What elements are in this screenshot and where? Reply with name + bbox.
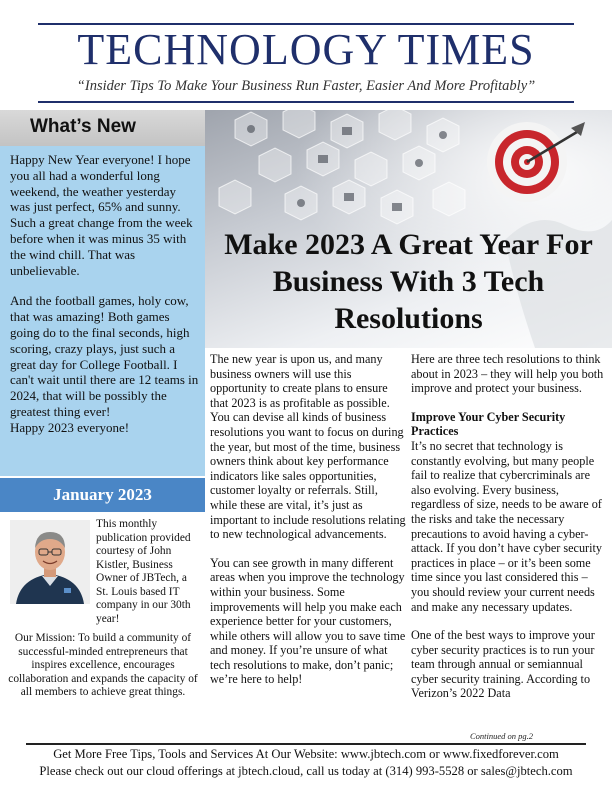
newsletter-tagline: “Insider Tips To Make Your Business Run Faster, Easier And More Profitably” [76,78,536,94]
whats-new-body [0,146,205,476]
footer-website-line: Get More Free Tips, Tools and Services At Our Website: www.jbtech.com or www.fixedforever.com [53,747,559,761]
article-column-right [411,352,607,715]
article-paragraph: One of the best ways to improve your cyber security practices is to run your team through annual or semiannual cyber security training. According to Verizon’s 2022 Data [411,628,595,701]
author-blurb: This monthly publication provided courtesy of John Kistler, Business Owner of JBTech, a St. Louis based IT company in our 30th year! [96,518,191,625]
masthead [0,0,612,108]
author-photo [10,520,90,604]
article-intro: Here are three tech resolutions to think about in 2023 – they will help you both improve and protect your business. [411,352,604,396]
issue-month: January 2023 [53,485,152,504]
article-paragraph: You can see growth in many different areas when you improve the technology within your business. Some improvements will help you make each experience better for your customers, while others will allow you to save time and money. If you’re unsure of what tech resolutions to make, don’t panic; we’re here to help! [210,555,406,687]
month-banner [0,478,205,512]
continued-note: Continued on pg.2 [470,731,534,741]
footer-rule [26,743,586,745]
whats-new-paragraph: And the football games, holy cow, that was amazing! Both games going do to the final seconds, high scoring, crazy plays, just such a great day for College Football. I can't wait until there are 12 teams in 2024, that will be possibly the greatest thing ever! [10,293,199,419]
footer-contact-line: Please check out our cloud offerings at jbtech.cloud, call us today at (314) 993-5528 or sales@jbtech.com [39,764,573,778]
author-portrait-icon [10,520,90,604]
article-paragraph: It’s no secret that technology is constantly evolving, but many people fail to realize that cybercriminals are also evolving. Every business, regardless of size, needs to be aware of the risks and take the necessary precautions to avoid having a cyber-attack. If you don’t have cyber security practices in place – or it’s been some time since you last considered this – you should review your current needs and make any necessary updates. [411,438,602,614]
whats-new-title: What’s New [30,116,136,137]
sidebar [0,110,205,732]
article-subhead: Improve Your Cyber Security Practices [411,409,566,439]
article-column-left [210,352,406,701]
mission-statement: Our Mission: To build a community of successful-minded entrepreneurs that inspires excellence, encourages collaboration and expands the capacity of all members to achieve great things. [8,632,198,699]
article-headline: Make 2023 A Great Year For Business With 3 Tech Resolutions [224,228,593,335]
whats-new-header [0,110,205,146]
masthead-bottom-rule [38,101,574,103]
article-paragraph: The new year is upon us, and many business owners will use this opportunity to create plans to ensure that 2023 is as profitable as possible. You can devise all kinds of business resolutions you want to focus on during the year, but most of the time, business owners think about key performance indicators like sales opportunities, customer loyalty or referrals. Still, while these are vital, it’s just as important to include resolutions relating to new technological advancements. [210,352,406,542]
whats-new-paragraph: Happy 2023 everyone! [10,419,130,435]
newsletter-title: TECHNOLOGY TIMES [77,25,535,74]
whats-new-paragraph: Happy New Year everyone! I hope you all had a wonderful long weekend, the weather yesterday was just perfect, 65% and sunny. Such a great change from the week before when it was minus 35 with the wind chill. That was unbelievable. [10,152,193,278]
